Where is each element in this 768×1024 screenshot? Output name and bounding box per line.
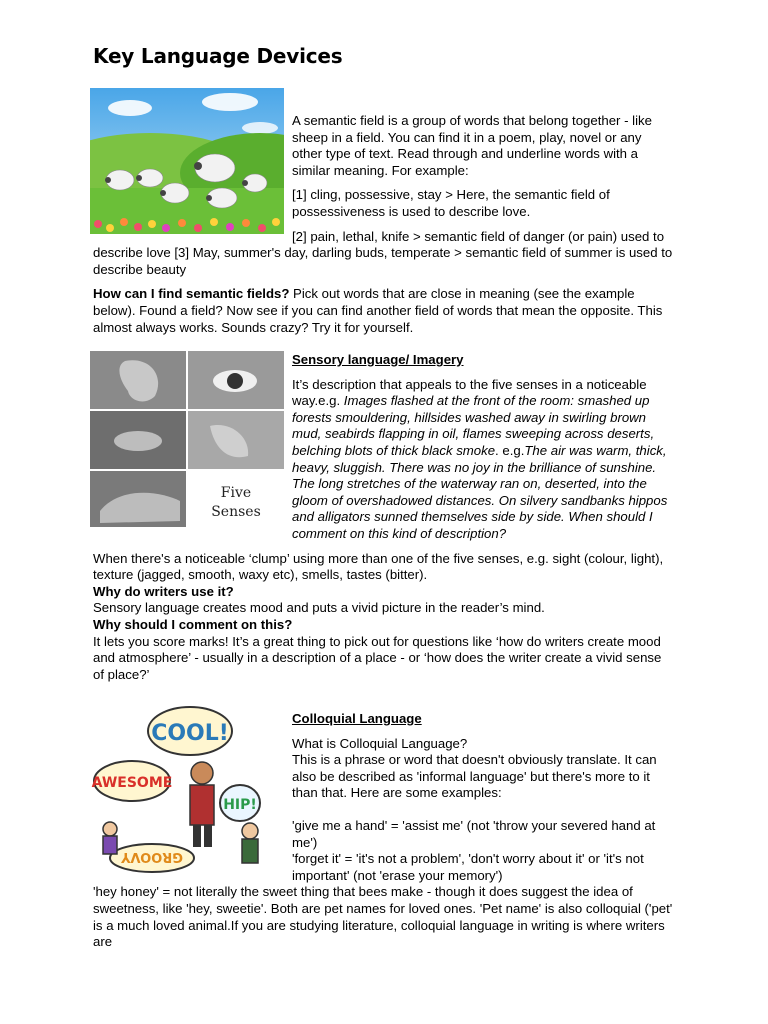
colloquial-cartoon-illustration — [90, 703, 284, 879]
sensory-section — [93, 351, 675, 683]
bubble-awesome: AWESOME — [91, 775, 173, 791]
colloquial-example-1: 'give me a hand' = 'assist me' (not 'throw your severed hand at me') — [292, 817, 656, 850]
colloquial-question: What is Colloquial Language? — [292, 735, 468, 751]
colloquial-example-2: 'forget it' = 'it's not a problem', 'don't worry about it' or 'it's not important' (not 'erase your memory') — [292, 851, 644, 883]
sheep-field-illustration — [90, 88, 284, 234]
sensory-clump: When there's a noticeable ‘clump’ using more than one of the five senses, e.g. sight (colour, light), texture (jagged, smooth, waxy etc), smells, tastes (bitter). — [93, 550, 664, 583]
sensory-why-comment-question: Why should I comment on this? — [93, 616, 293, 632]
five-senses-caption-line2: Senses — [211, 504, 261, 520]
semantic-example-2-3: [2] pain, lethal, knife > semantic field of danger (or pain) used to describe love [3] May, summer's day, darling buds, temperate > semantic field of summer is used to describe beauty — [93, 228, 673, 277]
sensory-example-1: Images flashed at the front of the room: smashed up forests smouldering, hillsides washed away in swirling brown mud, seabirds flapping in oil, flames sweeping across deserts, belching blots of thick black smoke — [292, 393, 655, 458]
sensory-example-2: The air was warm, thick, heavy, sluggish. There was no joy in the brilliance of sunshine. The long stretches of the waterway ran on, deserted, into the gloom of overshadowed distances. On silvery sandbanks hippos and alligators sunned themselves side by side. When should I comment on this kind of description? — [292, 442, 668, 541]
sensory-why-use-question: Why do writers use it? — [93, 583, 234, 599]
page-title: Key Language Devices — [93, 44, 343, 68]
bubble-hip: HIP! — [223, 797, 257, 813]
sensory-heading: Sensory language/ Imagery — [292, 352, 464, 367]
colloquial-section — [93, 703, 675, 951]
semantic-question: How can I find semantic fields? — [93, 286, 290, 302]
five-senses-caption-line1: Five — [220, 485, 252, 501]
colloquial-heading: Colloquial Language — [292, 711, 422, 726]
semantic-definition: A semantic field is a group of words that belong together - like sheep in a field. You can find it in a poem, play, novel or any other type of text. Read through and underline words with a similar meaning. For example: — [292, 113, 652, 178]
semantic-how-to-find — [93, 286, 675, 336]
bubble-groovy: GROOVY — [121, 849, 183, 864]
bubble-cool: COOL! — [151, 721, 229, 746]
semantic-answer: Pick out words that are close in meaning (see the example below). Found a field? Now see if you can find another field of words that mean the opposite. This almost always works. Sounds crazy? Try it for yourself. — [93, 286, 663, 335]
sensory-why-comment-answer: It lets you score marks! It’s a great thing to pick out for questions like ‘how do writers create mood and atmosphere’ - usually in a description of a place - or ‘how does the writer create a vivid sense of place?’ — [93, 633, 662, 682]
sensory-intro: It’s description that appeals to the five senses in a noticeable way.e.g. — [292, 376, 647, 409]
colloquial-definition: This is a phrase or word that doesn't obviously translate. It can also be described as 'informal language' but there's more to it than that. Here are some examples: — [292, 752, 657, 801]
semantic-field-section — [93, 88, 675, 344]
semantic-example-1: [1] cling, possessive, stay > Here, the semantic field of possessiveness is used to describe love. — [292, 187, 610, 219]
sensory-mid: . e.g. — [495, 442, 525, 458]
five-senses-photo — [90, 351, 284, 527]
sensory-why-use-answer: Sensory language creates mood and puts a vivid picture in the reader’s mind. — [93, 600, 545, 616]
colloquial-example-3: 'hey honey' = not literally the sweet thing that bees make - though it does suggest the idea of sweetness, like 'hey, sweetie'. Both are pet names for loved ones. 'Pet name' is also colloquial ('pet' is a much loved animal.If you are studying literature, colloquial language in writing is where writers are — [93, 884, 673, 950]
